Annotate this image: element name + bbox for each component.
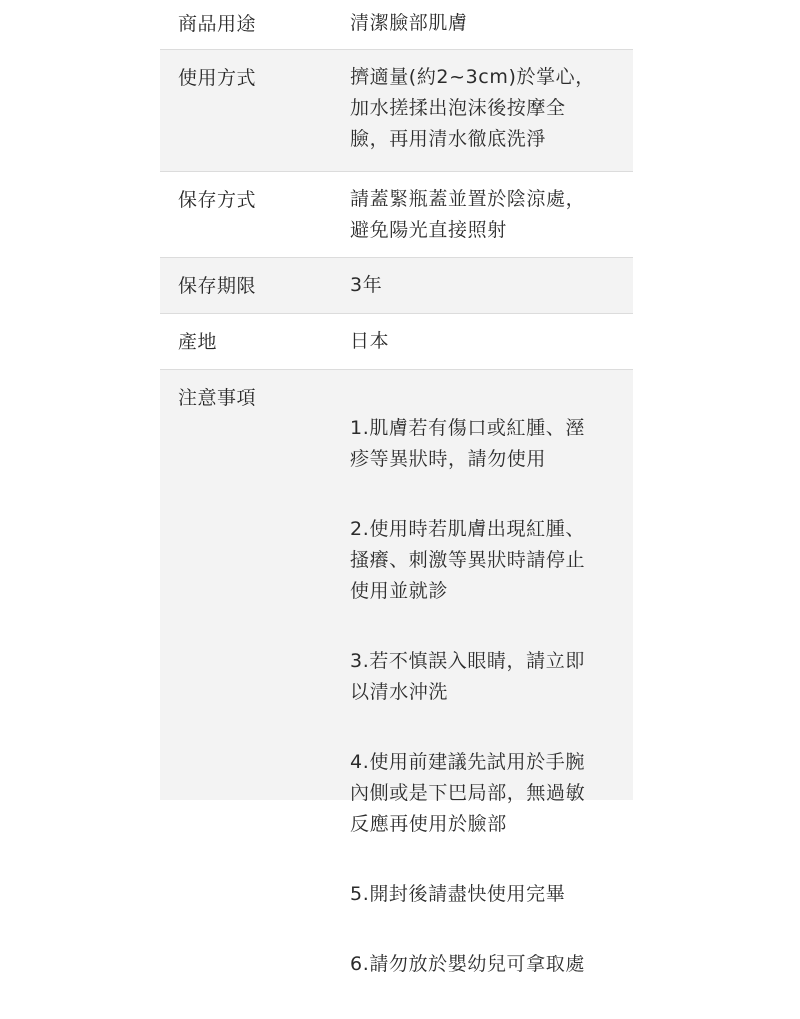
row-value-method: 擠適量(約2~3cm)於掌心， 加水搓揉出泡沫後按摩全 臉，再用清水徹底洗淨: [350, 66, 595, 150]
caution-item: 4.使用前建議先試用於手腕 內側或是下巴局部，無過敏 反應再使用於臉部: [350, 751, 586, 835]
row-label-cautions: 注意事項: [178, 387, 257, 409]
row-label-shelf-life: 保存期限: [178, 275, 257, 297]
row-value-shelf-life: 3年: [350, 274, 383, 296]
caution-item: 1.肌膚若有傷口或紅腫、溼 疹等異狀時，請勿使用: [350, 417, 585, 470]
caution-item: 6.請勿放於嬰幼兒可拿取處: [350, 953, 585, 975]
table-row: [160, 314, 633, 370]
row-value-origin: 日本: [350, 330, 390, 352]
table-row: [160, 258, 633, 314]
table-row: [160, 0, 633, 50]
row-label-origin: 產地: [178, 331, 218, 353]
caution-item: 3.若不慎誤入眼睛，請立即 以清水沖洗: [350, 650, 585, 703]
caution-item: 2.使用時若肌膚出現紅腫、 搔癢、刺激等異狀時請停止 使用並就診: [350, 518, 586, 602]
cautions-list: [350, 382, 625, 1019]
row-label-method: 使用方式: [178, 67, 257, 89]
product-info-table: [160, 0, 633, 975]
row-label-storage: 保存方式: [178, 189, 257, 211]
row-value-usage: 清潔臉部肌膚: [350, 12, 468, 34]
caution-item: 5.開封後請盡快使用完畢: [350, 883, 566, 905]
row-label-usage: 商品用途: [178, 13, 257, 35]
table-row: [160, 172, 633, 258]
row-value-storage: 請蓋緊瓶蓋並置於陰涼處， 避免陽光直接照射: [350, 188, 586, 241]
table-row: [160, 370, 633, 975]
table-row: [160, 50, 633, 172]
